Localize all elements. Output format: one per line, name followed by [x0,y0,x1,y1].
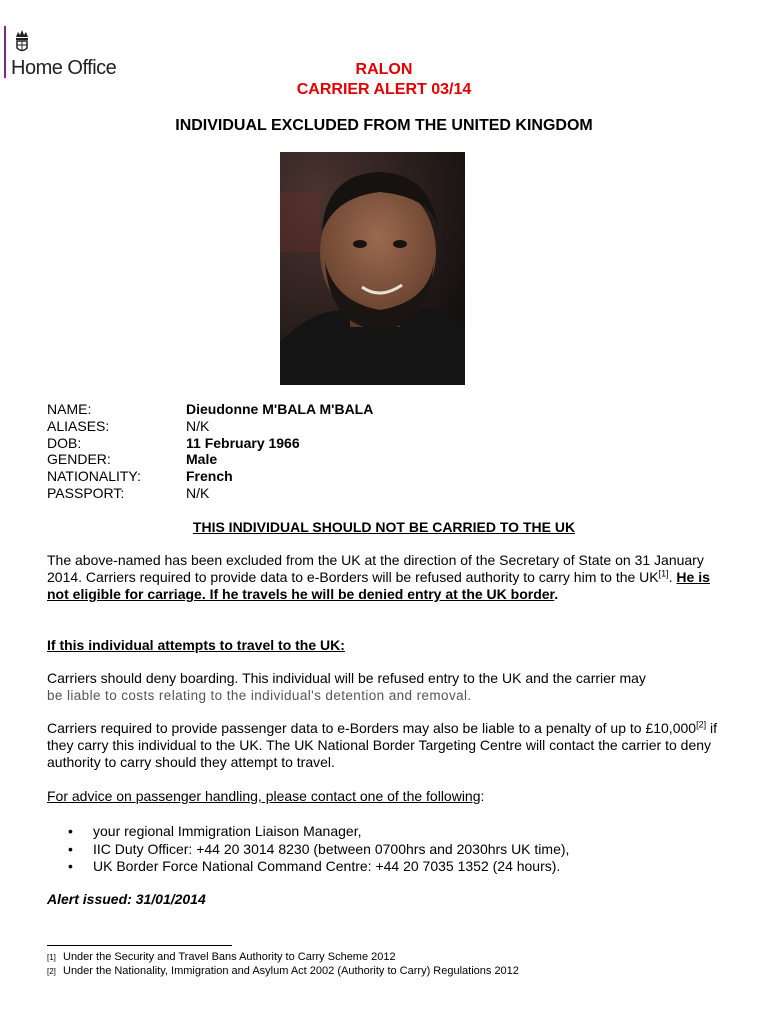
list-item [68,841,569,859]
bullet-icon: • [68,858,73,874]
subject-details [47,401,373,502]
deny-boarding-line1: Carriers should deny boarding. This individual will be refused entry to the UK and the carrier may [47,670,646,686]
detail-row-name [47,401,373,418]
detail-label: ALIASES: [47,417,110,434]
footnote-text: Under the Nationality, Immigration and Asylum Act 2002 (Authority to Carry) Regulations 2012 [63,964,519,977]
alert-issued-date: Alert issued: 31/01/2014 [47,891,206,907]
bullet-icon: • [68,840,73,857]
detail-value: Dieudonne M'BALA M'BALA [186,401,374,417]
detail-row-gender [47,451,373,468]
list-item [68,823,569,841]
carriage-warning-end: . [554,586,559,602]
footnote-ref: [2] [696,719,707,730]
contact-text: your regional Immigration Liaison Manager, [93,823,362,839]
footnote-text: Under the Security and Travel Bans Authority to Carry Scheme 2012 [63,951,396,963]
detail-value: 11 February 1966 [186,434,300,451]
detail-label: GENDER: [47,451,111,468]
detail-label: DOB: [47,434,82,451]
detail-value: French [186,468,233,485]
contact-list [68,823,569,876]
detail-value: Male [186,451,218,468]
bullet-icon: • [68,823,73,839]
alert-system-name: RALON [355,61,413,78]
footnotes [47,951,519,978]
detail-row-passport [47,485,373,502]
home-office-logo-text: Home Office [11,57,117,79]
footnote-mark: [1] [47,953,56,962]
penalty-paragraph [47,720,727,771]
footnote-item [47,951,519,965]
advice-end: : [480,788,485,804]
contact-text: IIC Duty Officer: +44 20 3014 8230 (between 0700hrs and 2030hrs UK time), [93,840,570,857]
detail-label: NAME: [47,401,92,417]
detail-row-aliases [47,418,373,435]
warning-heading: THIS INDIVIDUAL SHOULD NOT BE CARRIED TO THE UK [192,519,576,535]
attempt-heading: If this individual attempts to travel to the UK: [47,637,345,653]
list-item [68,858,569,876]
exclusion-text: The above-named has been excluded from the UK at the direction of the Secretary of State on 31 January 2014. Carriers required to provide data to e-Borders will be refused authority to carry him to the UK [47,552,704,585]
deny-boarding-line2: be liable to costs relating to the individual's detention and removal. [47,688,472,703]
advice-line [47,788,727,805]
detail-row-nationality [47,468,373,485]
detail-value: N/K [186,417,210,434]
carriage-warning: He is not eligible for carriage. If he travels he will be denied entry at the UK border [47,569,710,602]
footnote-item [47,965,519,979]
detail-label: NATIONALITY: [47,468,141,485]
document-title: INDIVIDUAL EXCLUDED FROM THE UNITED KINGDOM [175,117,593,134]
detail-value: N/K [186,484,210,501]
subject-photo [280,152,465,385]
advice-text: For advice on passenger handling, please contact one of the following [47,788,481,804]
penalty-text-cont: if they carry this individual to the UK. The UK National Border Targeting Centre will contact the carrier to deny authority to carry should they attempt to travel. [47,720,717,770]
contact-text: UK Border Force National Command Centre: +44 20 7035 1352 (24 hours). [93,858,561,874]
alert-number: CARRIER ALERT 03/14 [296,81,472,98]
royal-crest-icon [12,28,32,54]
footnote-divider [47,945,232,946]
deny-boarding-paragraph [47,670,727,704]
footnote-mark: [2] [47,966,56,976]
footnote-ref: [1] [658,568,669,579]
penalty-text: Carriers required to provide passenger data to e-Borders may also be liable to a penalty of up to £10,000 [47,720,697,736]
exclusion-separator: . [668,569,677,585]
detail-row-dob [47,435,373,452]
detail-label: PASSPORT: [47,484,125,501]
exclusion-paragraph [47,552,727,603]
